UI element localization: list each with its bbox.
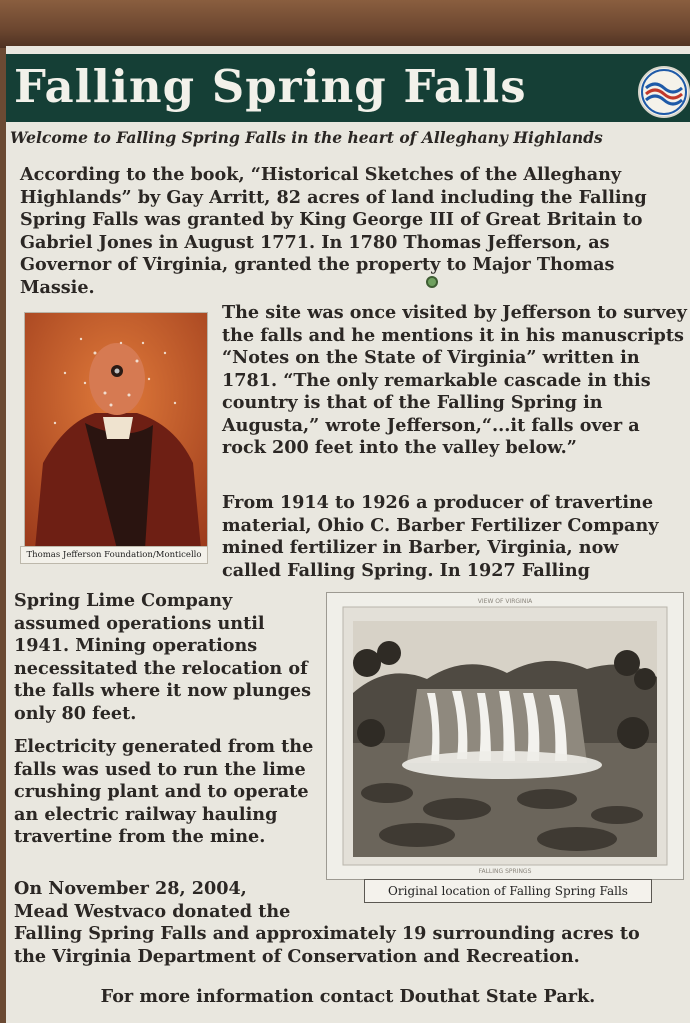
paragraph-text: The site was once visited by Jefferson to survey the falls and he mentions it in his manuscripts “Notes on the State of Virginia” written in 1781. “The only remarkable cascade in this country is that of the Falling Spring in Augusta,” wrote Jefferson,“...it falls over a rock 200 feet into the valley below.” <box>222 302 687 458</box>
paragraph-line: the Virginia Department of Conservation and Recreation. <box>14 945 580 967</box>
sign-title: Falling Spring Falls <box>14 60 527 113</box>
history-paragraph-4 <box>14 590 324 725</box>
paragraph-line: Mead Westvaco donated the <box>14 900 291 922</box>
engraving-caption: Original location of Falling Spring Falls <box>364 879 652 903</box>
engraving-footer: FALLING SPRINGS <box>478 868 532 875</box>
paragraph-line: material, Ohio C. Barber Fertilizer Company <box>222 514 659 536</box>
paragraph-text: Electricity generated from the falls was used to run the lime crushing plant and to operate an electric railway hauling travertine from the mine. <box>14 736 314 847</box>
history-paragraph-2 <box>222 302 688 460</box>
welcome-line: Welcome to Falling Spring Falls in the heart of Alleghany Highlands <box>10 128 603 147</box>
mounting-bolt-icon <box>426 276 438 288</box>
interpretive-sign <box>6 46 690 1023</box>
history-paragraph-1 <box>20 164 688 299</box>
engraving-header: VIEW OF VIRGINIA <box>477 598 533 605</box>
contact-line: For more information contact Douthat State Park. <box>100 986 596 1007</box>
paragraph-text: According to the book, “Historical Sketches of the Alleghany Highlands” by Gay Arritt, 82 acres of land including the Falling Spring Falls was granted by King George III of Great Britain to Gabriel Jones in August 1771. In 1780 Thomas Jefferson, as Governor of Virginia, granted the property to Major Thomas Massie. <box>20 164 647 298</box>
history-paragraph-5 <box>14 736 324 849</box>
paragraph-line: mined fertilizer in Barber, Virginia, now <box>222 537 619 558</box>
history-paragraph-3 <box>222 492 690 582</box>
paragraph-line: Falling Spring Falls and approximately 19 surrounding acres to <box>14 923 640 944</box>
paragraph-text: Spring Lime Company assumed operations until 1941. Mining operations necessitated the relocation of the falls where it now plunges only 80 feet. <box>14 590 312 724</box>
portrait-credit: Thomas Jefferson Foundation/Monticello <box>20 546 208 564</box>
paragraph-line: On November 28, 2004, <box>14 878 247 899</box>
paragraph-line: From 1914 to 1926 a producer of travertine <box>222 492 654 513</box>
jefferson-portrait <box>24 312 208 550</box>
title-banner <box>6 54 690 122</box>
falls-engraving <box>326 592 684 880</box>
paragraph-line: called Falling Spring. In 1927 Falling <box>222 559 590 581</box>
wooden-frame <box>0 0 690 48</box>
state-park-logo-icon <box>638 66 690 118</box>
